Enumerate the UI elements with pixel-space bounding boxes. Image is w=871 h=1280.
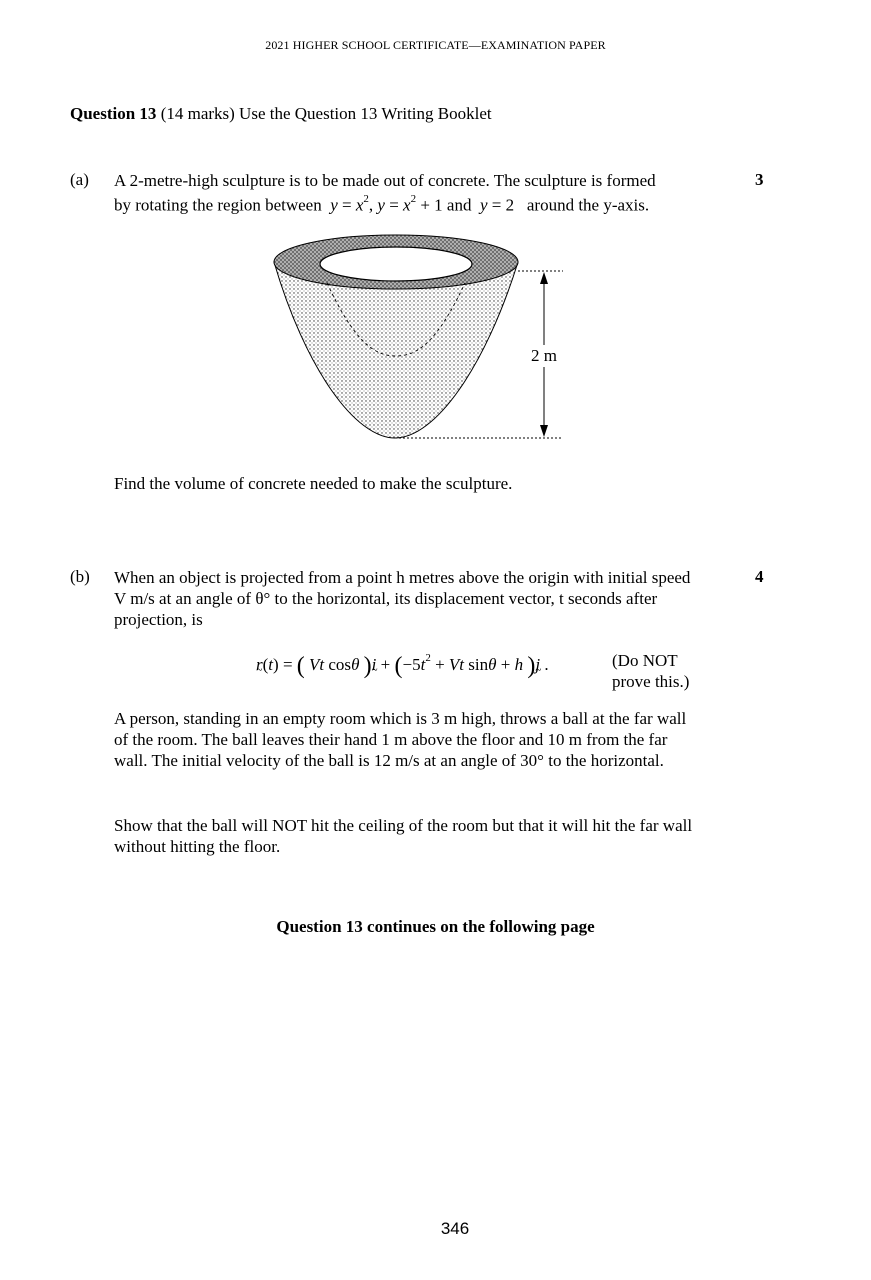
part-a-marks: 3: [755, 170, 764, 189]
height-arrow-up: [540, 272, 548, 284]
part-b-label: (b): [70, 567, 90, 586]
height-label: 2 m: [531, 346, 557, 365]
part-b-marks: 4: [755, 567, 764, 586]
part-b-scenario: A person, standing in an empty room which is 3 m high, throws a ball at the far wall of the room. The ball leaves their hand 1 m above the floor and 10 m from the far wall. The initial velocity of the ball is 12 m/s at an angle of 30° to the horizontal.: [114, 709, 687, 770]
sculpture-inner-hole: [320, 247, 472, 281]
exam-header: 2021 HIGHER SCHOOL CERTIFICATE—EXAMINATION PAPER: [265, 38, 606, 52]
part-a-line1: A 2-metre-high sculpture is to be made out of concrete. The sculpture is formed: [114, 171, 656, 190]
question-title: Question 13: [70, 104, 157, 123]
part-a-statement: [114, 170, 702, 216]
displacement-formula: r ~(t) = ( Vt cosθ )i ~ + ($-5t^2 + Vt$ sinθ + h )j ~ .: [256, 650, 549, 677]
sculpture-figure: [265, 228, 575, 448]
part-a-line2: by rotating the region between $y = x^2$, $y = x^2 + 1$ and y = 2 around the y-axis.: [114, 193, 650, 215]
page-number: 346: [440, 1219, 470, 1238]
part-a-label: (a): [70, 170, 89, 189]
height-arrow-down: [540, 425, 548, 437]
question-subtitle: (14 marks) Use the Question 13 Writing Booklet: [160, 104, 492, 123]
part-b-task: Show that the ball will NOT hit the ceiling of the room but that it will hit the far wall without hitting the floor.: [114, 816, 693, 856]
continues-note: Question 13 continues on the following page: [276, 917, 595, 936]
do-not-prove-note: (Do NOT prove this.): [612, 651, 690, 691]
question-heading: [70, 104, 492, 124]
part-b-intro: When an object is projected from a point h metres above the origin with initial speed V m/s at an angle of θ° to the horizontal, its displacement vector, t seconds after projection, is: [114, 568, 691, 629]
part-a-task: Find the volume of concrete needed to make the sculpture.: [114, 474, 513, 493]
